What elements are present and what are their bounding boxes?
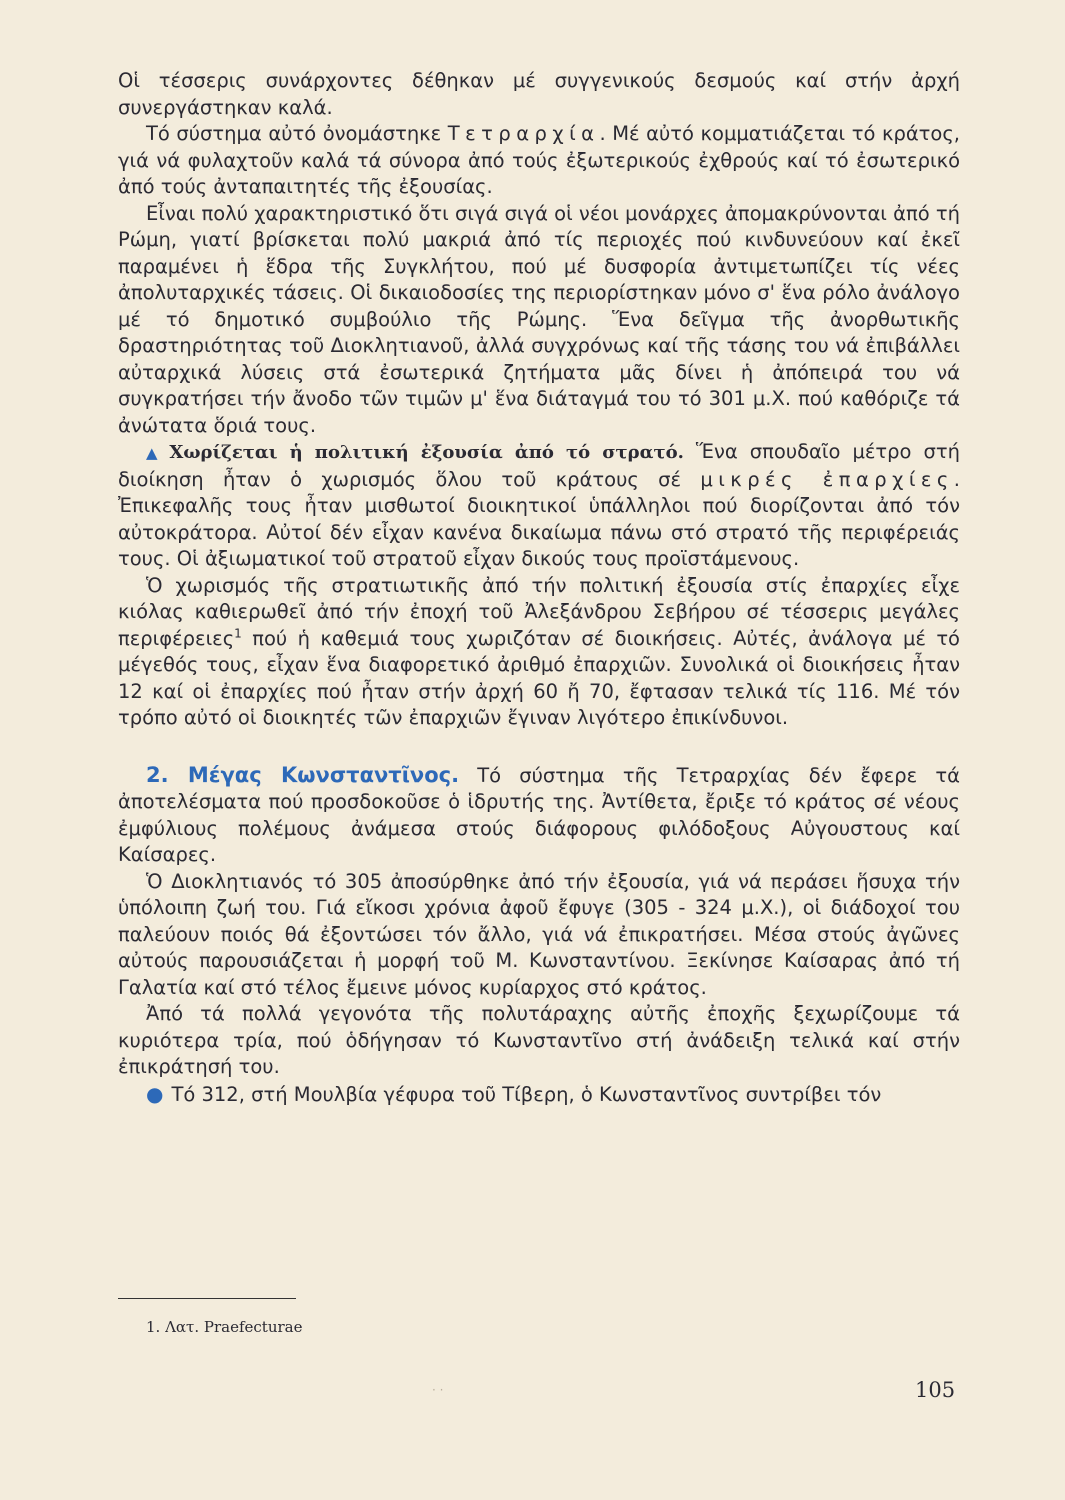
- bullet-marker-icon: ●: [146, 1081, 164, 1106]
- paragraph-severus-prefectures: Ὁ χωρισμός τῆς στρατιωτικῆς ἀπό τήν πολιτική ἐξουσία στίς ἐπαρχίες εἶχε κιόλας καθιερωθεῖ ἀπό τήν ἐποχή τοῦ Ἀλεξάνδρου Σεβήρου σέ τέσσερις μεγάλες περιφέρειες$^1$ πού ἡ καθεμιά τους χωριζόταν σέ διοικήσεις. Αὐτές, ἀνάλογα μέ τό μέγεθός τους, εἶχαν ἕνα διαφορετικό ἀριθμό ἐπαρχιῶν. Συνολικά οἱ διοικήσεις ἦταν 12 καί οἱ ἐπαρχίες πού ἦταν στήν ἀρχή 60 ἤ 70, ἔφτασαν τελικά τίς 116. Μέ τόν τρόπο αὐτό οἱ διοικητές τῶν ἐπαρχιῶν ἔγιναν λιγότερο ἐπικίνδυνοι.: [118, 573, 960, 729]
- paragraph-civil-military: ▲ Χωρίζεται ἡ πολιτική ἐξουσία ἀπό τό στρατό. Ἕνα σπουδαῖο μέτρο στή διοίκηση ἦταν ὁ χωρισμός ὅλου τοῦ κράτους σέ μικρές ἐπαρχίες. Ἐπικεφαλῆς τους ἦταν μισθωτοί διοικητικοί ὑπάλληλοι πού διορίζονται ἀπό τόν αὐτοκράτορα. Αὐτοί δέν εἶχαν κανένα δικαίωμα πάνω στό στρατό τῆς περιφέρειάς τους. Οἱ ἀξιωματικοί τοῦ στρατοῦ εἶχαν δικούς τους προϊστάμενους.: [118, 440, 960, 570]
- term-tetrarchy: Τετραρχία: [447, 122, 600, 145]
- footnote-reference: 1: [234, 626, 242, 640]
- paragraph-tetrarchy-system: Τό σύστημα αὐτό ὀνομάστηκε Τετραρχία. Μέ αὐτό κομματιάζεται τό κράτος, γιά νά φυλαχτοῦν καλά τά σύνορα ἀπό τούς ἐξωτερικούς ἐχθρούς καί τό ἐσωτερικό ἀπό τούς ἀνταπαιτητές τῆς ἐξουσίας.: [118, 122, 960, 198]
- term-small-provinces: μικρές ἐπαρχίες: [700, 467, 954, 491]
- footnote: 1. Λατ. Praefecturae: [146, 1318, 303, 1336]
- subheading-civil-power: Χωρίζεται ἡ πολιτική ἐξουσία ἀπό τό στρατό.: [169, 442, 684, 463]
- paragraph-three-events: Ἀπό τά πολλά γεγονότα τῆς πολυτάραχης αὐτῆς ἐποχῆς ξεχωρίζουμε τά κυριότερα τρία, πού ὁδήγησαν τό Κωνσταντῖνο στή ἀνάδειξη τελικά καί στήν ἐπικράτησή του.: [118, 1002, 960, 1078]
- page-body: [118, 68, 960, 1108]
- page-speck-decoration: · ·: [432, 1383, 444, 1397]
- section-constantine: 2. Μέγας Κωνσταντῖνος. Τό σύστημα τῆς Τετραρχίας δέν ἔφερε τά ἀποτελέσματα πού προσδοκοῦσε ὁ ἱδρυτής της. Ἀντίθετα, ἔριξε τό κράτος σέ νέους ἐμφύλιους πολέμους ἀνάμεσα στούς διάφορους φιλόδοξους Αὐγουστους καί Καίσαρες.: [118, 762, 960, 866]
- page-number: 105: [915, 1378, 956, 1402]
- paragraph-rome-senate: Εἶναι πολύ χαρακτηριστικό ὅτι σιγά σιγά οἱ νέοι μονάρχες ἀπομακρύνονται ἀπό τή Ρώμη, γιατί βρίσκεται πολύ μακριά ἀπό τίς περιοχές πού κινδυνεύουν καί ἐκεῖ παραμένει ἡ ἕδρα τῆς Συγκλήτου, πού μέ δυσφορία ἀντιμετωπίζει τίς νέες ἀπολυταρχικές τάσεις. Οἱ δικαιοδοσίες της περιορίστηκαν μόνο σ' ἕνα ρόλο ἀνάλογο μέ τό δημοτικό συμβούλιο τῆς Ρώμης. Ἕνα δεῖγμα τῆς ἀνορθωτικῆς δραστηριότητας τοῦ Διοκλητιανοῦ, ἀλλά συγχρόνως καί τῆς τάσης του νά ἐπιβάλλει αὐταρχικά λύσεις στά ἐσωτερικά ζητήματα μᾶς δίνει ἡ ἀπόπειρά του νά συγκρατήσει τήν ἄνοδο τῶν τιμῶν μ' ἕνα διάταγμά του τό 301 μ.Χ. πού καθόριζε τά ἀνώτατα ὅριά τους.: [118, 201, 960, 437]
- paragraph-tetrarchs: Οἱ τέσσερις συνάρχοντες δέθηκαν μέ συγγενικούς δεσμούς καί στήν ἀρχή συνεργάστηκαν καλά.: [118, 69, 960, 119]
- paragraph-diocletian-abdication: Ὁ Διοκλητιανός τό 305 ἀποσύρθηκε ἀπό τήν ἐξουσία, γιά νά περάσει ἥσυχα τήν ὑπόλοιπη ζωή του. Γιά εἴκοσι χρόνια ἀφοῦ ἔφυγε (305 - 324 μ.Χ.), οἱ διάδοχοί του παλεύουν ποιός θά ἐξοντώσει τόν ἄλλο, γιά νά ἐπικρατήσει. Μέσα στούς ἀγῶνες αὐτούς παρουσιάζεται ἡ μορφή τοῦ Μ. Κωνσταντίνου. Ξεκίνησε Καίσαρας ἀπό τή Γαλατία καί στό τέλος ἔμεινε μόνος κυρίαρχος στό κράτος.: [118, 869, 960, 999]
- triangle-marker-icon: ▲: [146, 444, 164, 462]
- paragraph-milvian-bridge: ● Τό 312, στή Μουλβία γέφυρα τοῦ Τίβερη, ὁ Κωνσταντῖνος συντρίβει τόν: [146, 1081, 882, 1106]
- footnote-divider: [118, 1298, 296, 1299]
- section-heading: 2. Μέγας Κωνσταντῖνος.: [146, 762, 460, 787]
